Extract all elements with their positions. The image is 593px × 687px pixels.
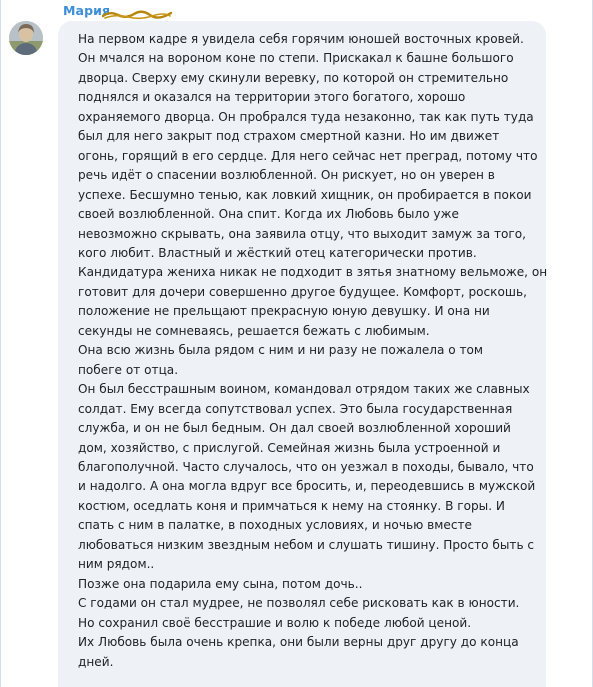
- message-line: готовит для дочери совершенно другое будущее. Комфорт, роскошь,: [78, 284, 527, 299]
- message-line: Кандидатура жениха никак не подходит в зятья знатному вельможе, он: [78, 265, 548, 280]
- message-line: благополучной. Часто случалось, что он уезжал в походы, бывало, что: [78, 459, 534, 474]
- message-line: спать с ним в палатке, в походных условиях, и ночью вместе: [78, 518, 472, 533]
- message-line: Он был бесстрашным воином, командовал отрядом таких же славных: [78, 382, 530, 397]
- message-line: служба, и он не был бедным. Он дал своей возлюбленной хороший: [78, 421, 511, 436]
- author-name[interactable]: Мария: [63, 3, 111, 18]
- message-line: речь идёт о спасении возлюбленной. Он рискует, но он уверен в: [78, 168, 495, 183]
- message-line: На первом кадре я увидела себя горячим юношей восточных кровей.: [78, 32, 524, 46]
- message-line: огонь, горящий в его сердце. Для него сейчас нет преград, потому что: [78, 148, 538, 163]
- message-line: дней.: [78, 654, 114, 669]
- message-line: и надолго. А она могла вдруг все бросить, и, переодевшись в мужской: [78, 479, 536, 494]
- message-line: ним рядом..: [78, 557, 155, 572]
- message-line: костюм, оседлать коня и примчаться к нему на стоянку. В горы. И: [78, 498, 505, 513]
- message-line: дом, хозяйство, с прислугой. Семейная жизнь была устроенной и: [78, 440, 501, 455]
- name-redaction-scribble: [102, 8, 172, 20]
- message-line: невозможно скрывать, она заявила отцу, что выходит замуж за того,: [78, 226, 526, 241]
- user-photo-icon: [9, 21, 43, 55]
- message-line: Но сохранил своё бесстрашие и волю к победе любой ценой.: [78, 615, 472, 630]
- message-line: был для него закрыт под страхом смертной казни. Но им движет: [78, 129, 500, 144]
- avatar[interactable]: [9, 21, 43, 55]
- message-line: поднялся и оказался на территории этого богатого, хорошо: [78, 90, 466, 105]
- message-line: побеге от отца.: [78, 362, 179, 377]
- message-line: охраняемого дворца. Он пробрался туда незаконно, так как путь туда: [78, 109, 534, 124]
- message-line: любоваться низким звездным небом и слушать тишину. Просто быть с: [78, 537, 535, 552]
- message-line: кого любит. Властный и жёсткий отец категорически против.: [78, 245, 477, 260]
- message-line: Она всю жизнь была рядом с ним и ни разу не пожалела о том: [78, 343, 484, 358]
- message-line: Позже она подарила ему сына, потом дочь..: [78, 576, 363, 591]
- message-line: С годами он стал мудрее, не позволял себе рисковать как в юности.: [78, 596, 520, 611]
- message-text: [78, 30, 548, 672]
- message-line: солдат. Ему всегда сопутствовал успех. Это была государственная: [78, 401, 513, 416]
- message-line: своей возлюбленной. Она спит. Когда их Любовь было уже: [78, 207, 459, 222]
- message-line: Их Любовь была очень крепка, они были верны друг другу до конца: [78, 635, 519, 650]
- message-line: секунды не сомневаясь, решается бежать с любимым.: [78, 323, 430, 338]
- message-line: дворца. Сверху ему скинули веревку, по которой он стремительно: [78, 70, 509, 85]
- message-line: положение не прельщают прекрасную юную девушку. И она ни: [78, 304, 490, 319]
- message-line: успехе. Бесшумно тенью, как ловкий хищник, он пробирается в покои: [78, 187, 532, 202]
- message-line: Он мчался на вороном коне по степи. Прискакал к башне большого: [78, 51, 514, 66]
